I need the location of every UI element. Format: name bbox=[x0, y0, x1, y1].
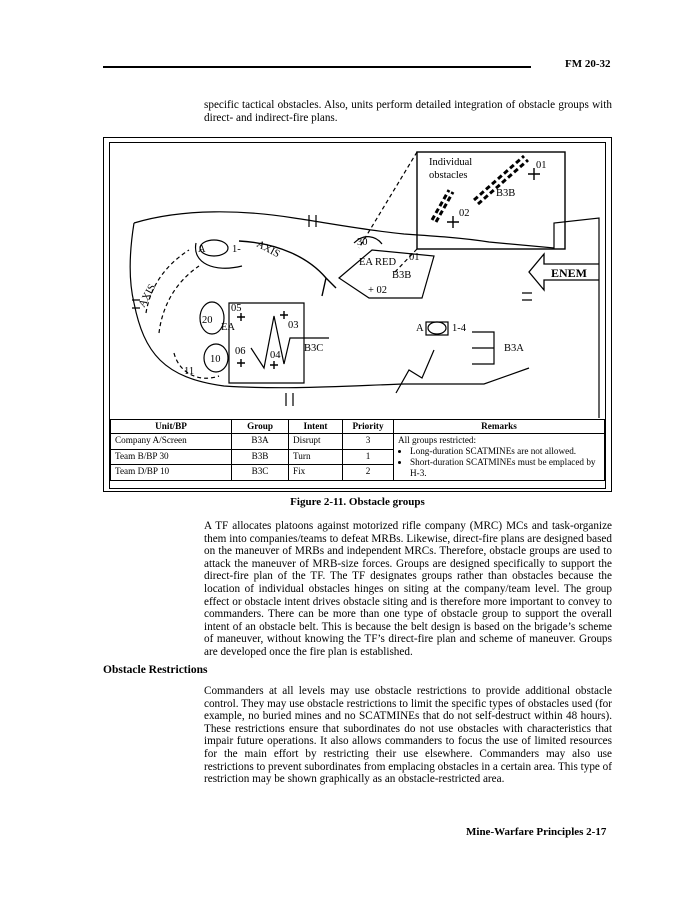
label-axis-2: AXIS bbox=[136, 282, 159, 310]
bp-a-right-box bbox=[426, 322, 448, 335]
ea-lower-box bbox=[229, 303, 304, 383]
label-obstacles: obstacles bbox=[429, 170, 468, 181]
obstacle-wire-1 bbox=[432, 190, 453, 222]
table-header-row bbox=[111, 420, 605, 434]
cell-group: B3B bbox=[232, 449, 289, 465]
label-02-inset: 02 bbox=[459, 208, 470, 219]
label-a-right: A bbox=[416, 323, 424, 334]
label-b3b-inset: B3B bbox=[496, 188, 516, 199]
leader-line-1 bbox=[359, 152, 417, 248]
label-a-top: A bbox=[198, 244, 206, 255]
label-30: 30 bbox=[357, 237, 368, 248]
label-individual: Individual bbox=[429, 157, 473, 168]
label-01-inset: 01 bbox=[536, 160, 547, 171]
gap-marker-bottom bbox=[286, 393, 293, 406]
figure-caption: Figure 2-11. Obstacle groups bbox=[290, 496, 425, 508]
axis-dashed-left-2 bbox=[159, 266, 199, 333]
obstacle-group-table bbox=[110, 419, 605, 481]
manual-code: FM 20-32 bbox=[565, 58, 611, 70]
cell-intent: Fix bbox=[289, 465, 343, 481]
cell-priority: 1 bbox=[343, 449, 394, 465]
plus-06 bbox=[237, 359, 245, 367]
plus-02 bbox=[447, 216, 459, 228]
cell-unit: Team B/BP 30 bbox=[111, 449, 232, 465]
label-11: 11 bbox=[184, 366, 195, 377]
label-1-top: 1- bbox=[232, 244, 241, 255]
cell-intent: Disrupt bbox=[289, 434, 343, 450]
remarks-bullet: • Short-duration SCATMINEs must be emplaced by H-3. bbox=[410, 457, 600, 479]
col-header-unit: Unit/BP bbox=[111, 420, 232, 434]
label-ea-red-01: 01 bbox=[409, 252, 420, 263]
col-header-priority: Priority bbox=[343, 420, 394, 434]
cell-remarks bbox=[394, 434, 605, 481]
bp-a-right-ellipse bbox=[428, 322, 446, 334]
intro-paragraph: specific tactical obstacles. Also, units perform detailed integration of obstacle groups with direct- and indirect-fire plans. bbox=[204, 99, 612, 124]
label-05: 05 bbox=[231, 303, 242, 314]
label-06: 06 bbox=[235, 346, 246, 357]
label-enem: ENEM bbox=[551, 266, 587, 280]
label-03: 03 bbox=[288, 320, 299, 331]
table-row bbox=[111, 434, 605, 450]
body-paragraph-1: A TF allocates platoons against motorized rifle company (MRC) MCs and task-organize them into companies/teams to defeat MRBs. Likewise, direct-fire plans are designed based on the maneuver of MRBs and independent MRCs. Therefore, obstacle groups are used to attack the maneuver of MRB-size forces. Groups are designed specifically to support the direct-fire plan of the TF. The TF designates groups rather than obstacles because the location of individual obstacles hinges on siting at the company/team level. The group effect or obstacle intent drives obstacle siting and is therefore more important to convey to commanders. There can be more than one type of obstacle group to support the overall intent of an obstacle belt. This is because the belt design is based on the brigade’s scheme of maneuver, without knowing the TF’s direct-fire plan and scheme of maneuver. Groups are developed once the fire plan is established. bbox=[204, 520, 612, 658]
axis-arrow bbox=[239, 238, 336, 296]
section-heading: Obstacle Restrictions bbox=[103, 664, 208, 676]
cell-priority: 3 bbox=[343, 434, 394, 450]
col-header-intent: Intent bbox=[289, 420, 343, 434]
col-header-remarks: Remarks bbox=[394, 420, 605, 434]
lightning-b3a bbox=[396, 350, 434, 393]
remarks-list bbox=[398, 446, 600, 479]
label-plus-02: + 02 bbox=[368, 285, 388, 296]
label-b3c: B3C bbox=[304, 343, 324, 354]
plus-04 bbox=[270, 361, 278, 369]
label-ea: EA bbox=[221, 322, 235, 333]
label-20: 20 bbox=[202, 315, 213, 326]
label-10: 10 bbox=[210, 354, 221, 365]
cell-priority: 2 bbox=[343, 465, 394, 481]
col-header-group: Group bbox=[232, 420, 289, 434]
terrain-left bbox=[130, 223, 134, 303]
cell-group: B3A bbox=[232, 434, 289, 450]
gap-marker-right bbox=[522, 293, 532, 300]
page-footer: Mine-Warfare Principles 2-17 bbox=[466, 826, 607, 838]
plus-03 bbox=[280, 311, 288, 319]
remarks-lead: All groups restricted: bbox=[398, 435, 477, 445]
b3a-bracket bbox=[472, 332, 494, 364]
cell-intent: Turn bbox=[289, 449, 343, 465]
cell-group: B3C bbox=[232, 465, 289, 481]
figure-obstacle-groups bbox=[103, 137, 612, 492]
label-axis-1: AXIS bbox=[254, 238, 282, 261]
plus-05 bbox=[237, 313, 245, 321]
cell-unit: Team D/BP 10 bbox=[111, 465, 232, 481]
label-04: 04 bbox=[270, 350, 281, 361]
header-rule bbox=[103, 66, 531, 68]
body-paragraph-2: Commanders at all levels may use obstacle restrictions to provide additional obstacle control. They may use obstacle restrictions to limit the specific types of obstacles used (for example, no buried mines and no SCATMINEs that do not self-destruct within 48 hours). These restrictions ensure that subordinates do not use obstacles with characteristics that impair future operations. It also allows commanders to focus the use of limited resources for the main effort by restricting their use elsewhere. Commanders may also use restrictions to prevent subordinates from emplacing obstacles in a certain area. This type of restriction may be shown graphically as an obstacle-restricted area. bbox=[204, 685, 613, 786]
remarks-bullet: • Long-duration SCATMINEs are not allowed. bbox=[410, 446, 600, 457]
label-ea-red: EA RED bbox=[359, 257, 397, 268]
label-1-4: 1-4 bbox=[452, 323, 466, 334]
cell-unit: Company A/Screen bbox=[111, 434, 232, 450]
label-b3b-mid: B3B bbox=[392, 270, 412, 281]
label-b3a: B3A bbox=[504, 343, 524, 354]
